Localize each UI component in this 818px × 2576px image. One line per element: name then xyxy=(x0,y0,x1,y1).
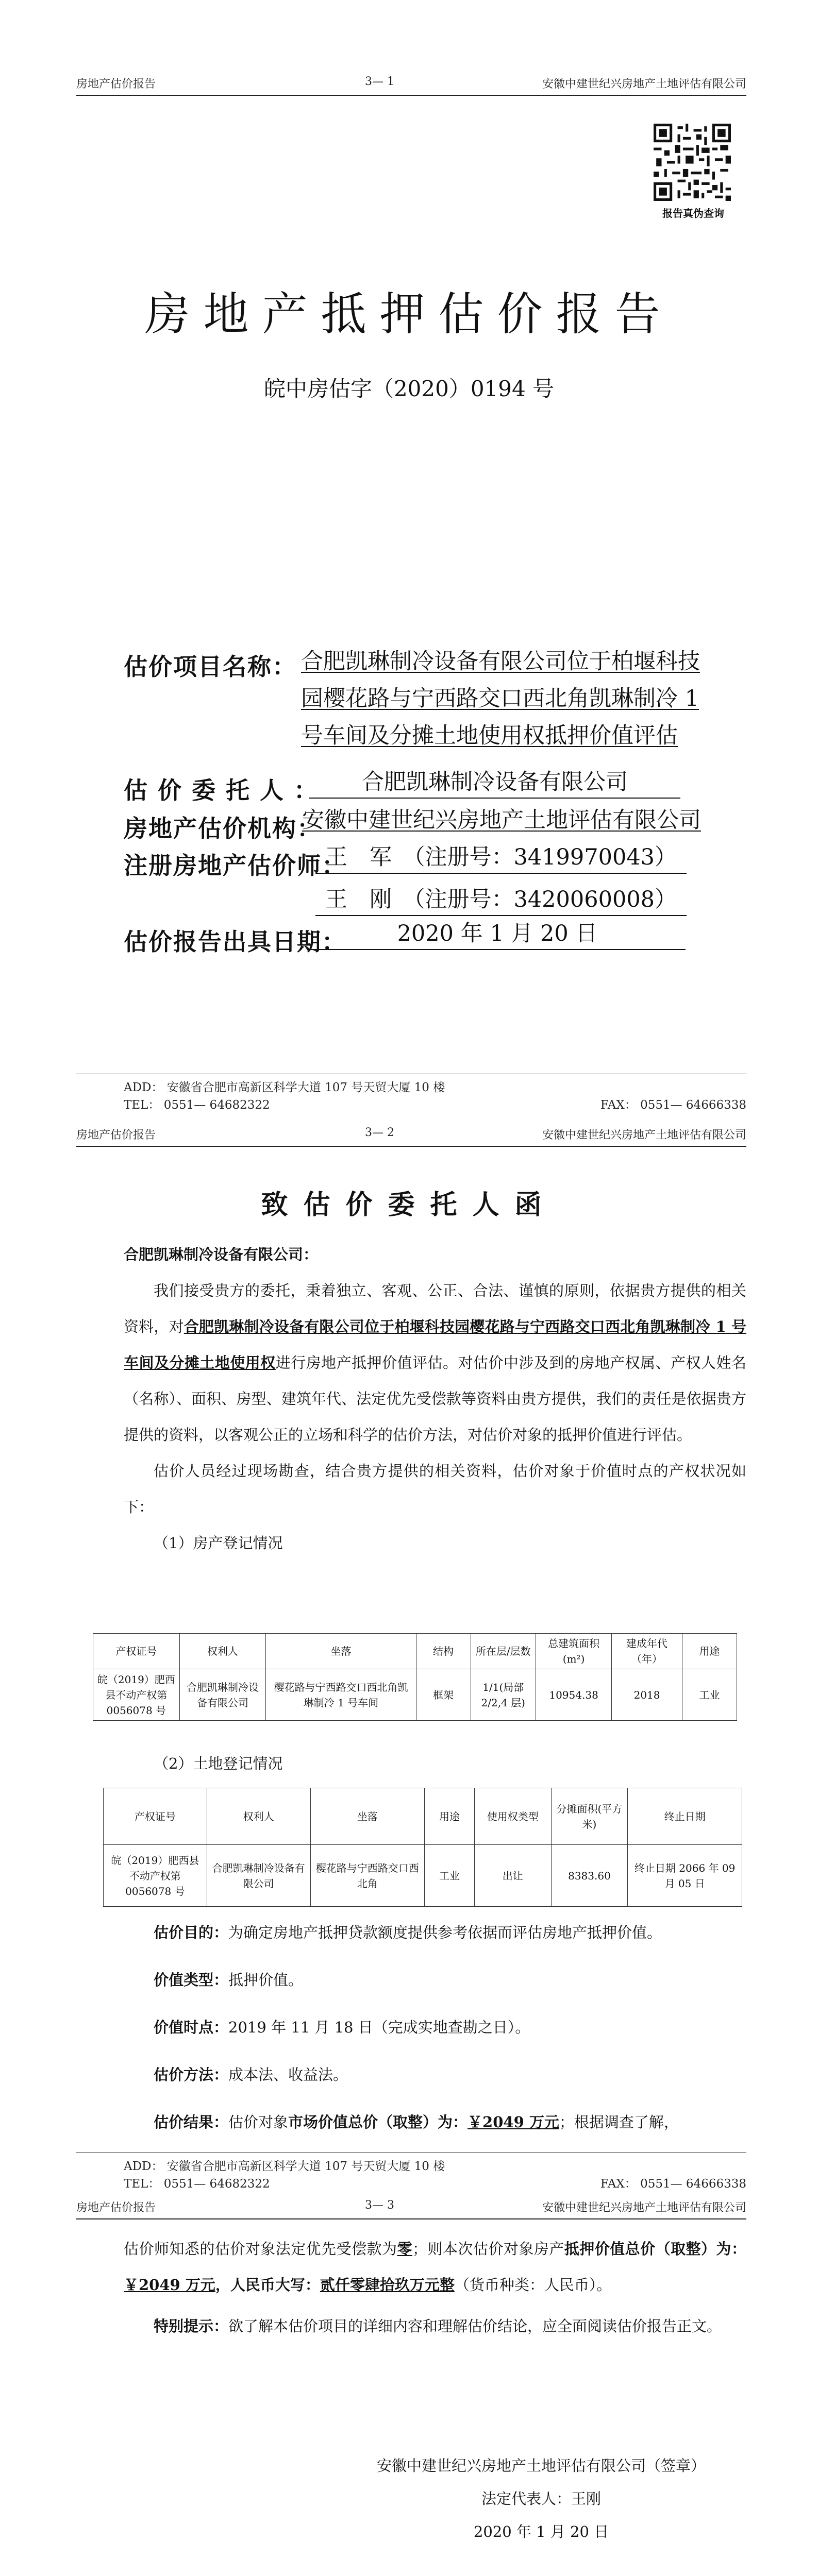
table-header-row xyxy=(104,1788,742,1845)
land-heading: （2）土地登记情况 xyxy=(154,1755,283,1772)
house-table xyxy=(93,1633,737,1721)
mortgage-value-paragraph xyxy=(124,2231,746,2303)
method-line xyxy=(124,2057,746,2093)
page-header xyxy=(76,72,746,95)
letter-title: 致估价委托人函 xyxy=(261,1189,557,1221)
amount-in-words: 贰仟零肆拾玖万元整 xyxy=(320,2276,455,2294)
sign-date: 2020 年 1 月 20 日 xyxy=(473,2523,609,2540)
footer-address: ADD： 安徽省合肥市高新区科学大道 107 号天贸大厦 10 楼 xyxy=(124,1081,445,1094)
priority-amount: 零 xyxy=(397,2240,413,2258)
valuation-details xyxy=(124,1914,746,2140)
paragraph-2: 估价人员经过现场勘查，结合贵方提供的相关资料，估价对象于价值时点的产权状况如下： xyxy=(124,1462,746,1516)
table-header-cell: 结构 xyxy=(416,1634,471,1669)
result-line xyxy=(124,2104,746,2140)
header-rule xyxy=(76,1146,746,1147)
table-cell: 框架 xyxy=(416,1669,471,1721)
appraiser-1: 王 军 （注册号：3419970043） xyxy=(315,842,687,874)
p3-post: ；则本次估价对象房产 xyxy=(412,2240,564,2258)
time-line xyxy=(124,2009,746,2045)
table-cell: 2018 xyxy=(612,1669,682,1721)
table-header-cell: 用途 xyxy=(682,1634,737,1669)
report-date-label: 估价报告出具日期： xyxy=(124,928,346,956)
mortgage-amount: ￥2049 万元 xyxy=(124,2276,215,2294)
table-header-cell: 用途 xyxy=(425,1788,475,1845)
time-value: 2019 年 11 月 18 日（完成实地查勘之日）。 xyxy=(228,2019,530,2036)
table-cell: 合肥凯琳制冷设备有限公司 xyxy=(179,1669,266,1721)
table-header-cell: 总建筑面积(m²) xyxy=(536,1634,612,1669)
table-header-cell: 产权证号 xyxy=(93,1634,180,1669)
header-left: 房地产估价报告 xyxy=(76,78,156,91)
footer-fax: FAX： 0551— 64666338 xyxy=(600,2177,746,2191)
table-header-cell: 坐落 xyxy=(310,1788,425,1845)
purpose-label: 估价目的： xyxy=(154,1924,229,1941)
project-line-3: 号车间及分摊土地使用权抵押价值评估 xyxy=(301,723,678,749)
footer-address: ADD： 安徽省合肥市高新区科学大道 107 号天贸大厦 10 楼 xyxy=(124,2160,445,2173)
para1-rest: 进行房地产抵押价值评估。对估价中涉及到的房地产权属、产权人姓名（名称）、面积、房型、建筑年代、法定优先受偿款等资料由贵方提供，我们的责任是依据贵方提供的资料，以客观公正的立场和科学的估价方法，对估价对象的抵押价值进行评估。 xyxy=(124,1354,746,1444)
page-number: 3— 1 xyxy=(365,75,394,88)
report-number: 皖中房估字（2020）0194 号 xyxy=(263,376,555,401)
table-cell: 工业 xyxy=(682,1669,737,1721)
special-value: 欲了解本估价项目的详细内容和理解估价结论，应全面阅读估价报告正文。 xyxy=(228,2317,722,2335)
table-cell: 合肥凯琳制冷设备有限公司 xyxy=(207,1845,310,1907)
result-pre: 估价对象 xyxy=(228,2113,289,2131)
rmb-label: ，人民币大写： xyxy=(215,2276,320,2294)
method-label: 估价方法： xyxy=(154,2066,229,2083)
table-header-row xyxy=(93,1634,737,1669)
page-number: 3— 2 xyxy=(365,1126,394,1139)
table-cell: 工业 xyxy=(425,1845,475,1907)
type-value: 抵押价值。 xyxy=(228,1971,304,1989)
table-cell: 8383.60 xyxy=(551,1845,628,1907)
time-label: 价值时点： xyxy=(154,2019,229,2036)
table-cell: 终止日期 2066 年 09 月 05 日 xyxy=(628,1845,742,1907)
agency-label: 房地产估价机构： xyxy=(124,815,322,842)
special-label: 特别提示： xyxy=(154,2317,229,2335)
agency-value: 安徽中建世纪兴房地产土地评估有限公司 xyxy=(302,807,701,833)
table-header-cell: 坐落 xyxy=(266,1634,416,1669)
header-left: 房地产估价报告 xyxy=(76,1129,156,1142)
header-rule xyxy=(76,95,746,96)
paragraph-1 xyxy=(124,1273,746,1453)
table-cell: 1/1(局部 2/2,4 层) xyxy=(471,1669,536,1721)
table-header-cell: 分摊面积(平方米) xyxy=(551,1788,628,1845)
project-name-value xyxy=(301,643,724,754)
table-header-cell: 终止日期 xyxy=(628,1788,742,1845)
page-footer xyxy=(124,1079,746,1114)
header-rule xyxy=(76,2218,746,2219)
table-cell: 樱花路与宁西路交口西北角 xyxy=(310,1845,425,1907)
salutation: 合肥凯琳制冷设备有限公司： xyxy=(124,1246,319,1263)
report-title: 房地产抵押估价报告 xyxy=(144,287,674,341)
project-line-1: 合肥凯琳制冷设备有限公司位于柏堰科技 xyxy=(301,649,700,674)
type-line xyxy=(124,1962,746,1998)
result-amount: ￥2049 万元 xyxy=(468,2113,559,2131)
table-header-cell: 使用权类型 xyxy=(474,1788,551,1845)
table-header-cell: 建成年代（年） xyxy=(612,1634,682,1669)
purpose-line xyxy=(124,1914,746,1951)
qr-code-icon xyxy=(654,124,731,201)
result-post: ；根据调查了解， xyxy=(559,2113,679,2131)
page-header xyxy=(76,1123,746,1146)
header-right: 安徽中建世纪兴房地产土地评估有限公司 xyxy=(542,1129,746,1142)
para1-object: 合肥凯琳制冷设备有限公司位于柏堰科技园樱花路与宁西路交口西北角凯琳制冷 1 号车间及分摊土地使用权 xyxy=(124,1318,746,1371)
currency-note: （货币种类：人民币）。 xyxy=(454,2276,612,2294)
p3-pre: 估价师知悉的估价对象法定优先受偿款为 xyxy=(124,2240,397,2258)
letter-conclusion xyxy=(124,2231,746,2344)
project-name-label: 估价项目名称： xyxy=(124,653,297,681)
qr-caption: 报告真伪查询 xyxy=(662,207,724,219)
client-label: 估价委托人： xyxy=(124,776,328,804)
page-header xyxy=(76,2196,746,2218)
purpose-value: 为确定房地产抵押贷款额度提供参考依据而评估房地产抵押价值。 xyxy=(228,1924,662,1941)
footer-fax: FAX： 0551— 64666338 xyxy=(600,1098,746,1112)
footer-tel: TEL： 0551— 64682322 xyxy=(124,1098,270,1112)
sign-company: 安徽中建世纪兴房地产土地评估有限公司（签章） xyxy=(376,2457,706,2475)
table-header-cell: 权利人 xyxy=(207,1788,310,1845)
letter-body xyxy=(124,1236,746,1561)
client-value: 合肥凯琳制冷设备有限公司 xyxy=(309,767,680,799)
type-label: 价值类型： xyxy=(154,1971,229,1989)
para1-text: 我们接受贵方的委托，秉着独立、客观、公正、合法、谨慎的原则，依据贵方提供的相关资料，对 xyxy=(124,1282,746,1335)
table-cell: 皖（2019）肥西县不动产权第 0056078 号 xyxy=(104,1845,207,1907)
signature-block xyxy=(361,2449,722,2548)
footer-tel: TEL： 0551— 64682322 xyxy=(124,2177,270,2191)
header-right: 安徽中建世纪兴房地产土地评估有限公司 xyxy=(542,78,746,91)
page-number: 3— 3 xyxy=(365,2199,394,2212)
table-header-cell: 权利人 xyxy=(179,1634,266,1669)
result-label: 估价结果： xyxy=(154,2113,229,2131)
table-cell: 10954.38 xyxy=(536,1669,612,1721)
project-line-2: 园樱花路与宁西路交口西北角凯琳制冷 1 xyxy=(301,686,699,711)
table-cell: 皖（2019）肥西县不动产权第 0056078 号 xyxy=(93,1669,180,1721)
table-header-cell: 产权证号 xyxy=(104,1788,207,1845)
result-market-label: 市场价值总价（取整）为： xyxy=(288,2113,468,2131)
header-left: 房地产估价报告 xyxy=(76,2201,156,2214)
appraiser-2: 王 刚 （注册号：3420060008） xyxy=(315,884,687,916)
house-heading: （1）房产登记情况 xyxy=(154,1534,283,1552)
table-cell: 樱花路与宁西路交口西北角凯琳制冷 1 号车间 xyxy=(266,1669,416,1721)
table-header-cell: 所在层/层数 xyxy=(471,1634,536,1669)
method-value: 成本法、收益法。 xyxy=(228,2066,348,2083)
special-note xyxy=(124,2308,746,2344)
header-right: 安徽中建世纪兴房地产土地评估有限公司 xyxy=(542,2201,746,2214)
land-heading-wrap xyxy=(124,1745,746,1782)
sign-representative: 法定代表人：王刚 xyxy=(481,2490,601,2507)
mortgage-value-label: 抵押价值总价（取整）为： xyxy=(564,2240,746,2258)
appraiser-label: 注册房地产估价师： xyxy=(124,852,346,879)
page-footer xyxy=(124,2158,746,2193)
table-cell: 出让 xyxy=(474,1845,551,1907)
table-row xyxy=(104,1845,742,1907)
report-date-value: 2020 年 1 月 20 日 xyxy=(309,918,686,950)
table-row xyxy=(93,1669,737,1721)
land-table xyxy=(103,1788,742,1907)
